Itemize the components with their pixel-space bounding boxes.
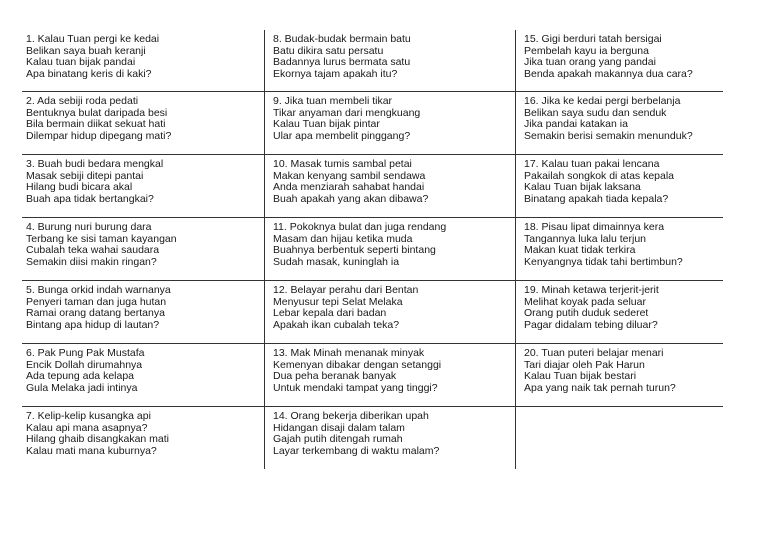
pantun-cell [22,407,265,469]
pantun-cell [22,30,265,92]
pantun-line: Buah apa tidak bertangkai? [26,192,154,205]
pantun-line: Penyeri taman dan juga hutan [26,295,167,308]
pantun-line: Pakailah songkok di atas kepala [524,169,675,182]
pantun-line: Pembelah kayu ia berguna [524,44,649,57]
empty-cell [516,407,723,469]
pantun-cell [22,281,265,344]
pantun-line: 19. Minah ketawa terjerit-jerit [524,284,659,296]
pantun-line: Semakin diisi makin ringan? [26,255,157,268]
pantun-line: Layar terkembang di waktu malam? [273,444,440,457]
pantun-line: 7. Kelip-kelip kusangka api [26,410,151,422]
pantun-cell [265,281,516,344]
pantun-cell [265,30,516,92]
pantun-line: 14. Orang bekerja diberikan upah [273,410,429,422]
pantun-line: Melihat koyak pada seluar [524,295,646,308]
pantun-cell [516,30,723,92]
pantun-line: Hilang budi bicara akal [26,181,133,194]
pantun-line: Bentuknya bulat daripada besi [26,106,168,119]
pantun-line: Tikar anyaman dari mengkuang [273,106,421,119]
pantun-line: 2. Ada sebiji roda pedati [26,95,139,107]
pantun-line: 18. Pisau lipat dimainnya kera [524,221,665,233]
pantun-line: Kemenyan dibakar dengan setanggi [273,358,442,371]
pantun-line: Pagar didalam tebing diluar? [524,318,658,331]
pantun-line: 11. Pokoknya bulat dan juga rendang [273,221,447,233]
pantun-line: Kalau Tuan bijak pintar [273,118,380,131]
pantun-line: Apakah ikan cubalah teka? [273,318,400,331]
pantun-line: Bintang apa hidup di lautan? [26,318,160,331]
pantun-line: 10. Masak tumis sambal petai [273,158,412,170]
pantun-line: 20. Tuan puteri belajar menari [524,347,664,359]
pantun-line: Kalau tuan bijak pandai [26,56,136,69]
pantun-line: 13. Mak Minah menanak minyak [273,347,425,359]
pantun-line: Ular apa membelit pinggang? [273,129,411,142]
pantun-line: Sudah masak, kuninglah ia [273,255,400,268]
pantun-cell [265,344,516,407]
pantun-line: Lebar kepala dari badan [273,307,387,320]
pantun-line: Encik Dollah dirumahnya [26,358,143,371]
pantun-line: Kenyangnya tidak tahi bertimbun? [524,255,683,268]
pantun-cell [22,92,265,155]
pantun-line: Kalau mati mana kuburnya? [26,444,157,457]
pantun-line: Kalau Tuan bijak bestari [524,370,637,383]
pantun-line: Gajah putih ditengah rumah [273,433,403,446]
pantun-cell [22,155,265,218]
pantun-line: Cubalah teka wahai saudara [26,244,160,257]
pantun-line: Jika pandai katakan ia [524,118,628,131]
pantun-line: Jika tuan orang yang pandai [524,56,656,69]
pantun-line: Hidangan disaji dalam talam [273,421,405,434]
pantun-line: Apa binatang keris di kaki? [26,67,152,80]
pantun-line: 3. Buah budi bedara mengkal [26,158,164,170]
pantun-line: Dilempar hidup dipegang mati? [26,129,172,142]
pantun-line: 15. Gigi berduri tatah bersigai [524,33,662,45]
pantun-line: Batu dikira satu persatu [273,44,384,57]
pantun-line: Belikan saya sudu dan senduk [524,106,667,119]
pantun-cell [516,155,723,218]
pantun-line: Kalau api mana asapnya? [26,421,148,434]
pantun-cell [265,92,516,155]
pantun-line: 1. Kalau Tuan pergi ke kedai [26,33,160,45]
pantun-grid [22,30,723,469]
pantun-line: 17. Kalau tuan pakai lencana [524,158,660,170]
pantun-line: Terbang ke sisi taman kayangan [26,232,177,245]
pantun-line: 12. Belayar perahu dari Bentan [273,284,419,296]
pantun-cell [265,407,516,469]
pantun-cell [22,218,265,281]
pantun-line: Kalau Tuan bijak laksana [524,181,641,194]
pantun-cell [516,344,723,407]
pantun-cell [265,218,516,281]
pantun-line: 9. Jika tuan membeli tikar [273,95,393,107]
pantun-line: Ramai orang datang bertanya [26,307,165,320]
pantun-cell [516,218,723,281]
pantun-line: Menyusur tepi Selat Melaka [273,295,403,308]
pantun-line: Belikan saya buah keranji [26,44,146,57]
pantun-line: Binatang apakah tiada kepala? [524,192,669,205]
pantun-line: Masak sebiji ditepi pantai [26,169,144,182]
pantun-line: Anda menziarah sahabat handai [273,181,425,194]
pantun-line: Dua peha beranak banyak [273,370,397,383]
pantun-line: Gula Melaka jadi intinya [26,381,138,394]
pantun-line: Tangannya luka lalu terjun [524,232,647,245]
pantun-line: 5. Bunga orkid indah warnanya [26,284,171,296]
pantun-line: Benda apakah makannya dua cara? [524,67,693,80]
pantun-line: Ekornya tajam apakah itu? [273,67,398,80]
pantun-line: Bila bermain diikat sekuat hati [26,118,166,131]
pantun-line: Untuk mendaki tampat yang tinggi? [273,381,438,394]
pantun-line: Hilang ghaib disangkakan mati [26,433,170,446]
pantun-line: Tari diajar oleh Pak Harun [524,358,645,371]
pantun-cell [516,92,723,155]
pantun-line: Masam dan hijau ketika muda [273,232,413,245]
pantun-line: 4. Burung nuri burung dara [26,221,152,233]
pantun-cell [22,344,265,407]
pantun-line: 6. Pak Pung Pak Mustafa [26,347,145,359]
pantun-line: Semakin berisi semakin menunduk? [524,129,693,142]
pantun-line: Orang putih duduk sederet [524,307,649,320]
pantun-line: Badannya lurus bermata satu [273,56,411,69]
pantun-line: Makan kenyang sambil sendawa [273,169,426,182]
pantun-line: 8. Budak-budak bermain batu [273,33,411,45]
pantun-cell [265,155,516,218]
pantun-cell [516,281,723,344]
pantun-line: Apa yang naik tak pernah turun? [524,381,676,394]
pantun-line: Buah apakah yang akan dibawa? [273,192,429,205]
pantun-line: Makan kuat tidak terkira [524,244,636,257]
pantun-line: Ada tepung ada kelapa [26,370,135,383]
pantun-line: Buahnya berbentuk seperti bintang [273,244,436,257]
pantun-line: 16. Jika ke kedai pergi berbelanja [524,95,681,107]
